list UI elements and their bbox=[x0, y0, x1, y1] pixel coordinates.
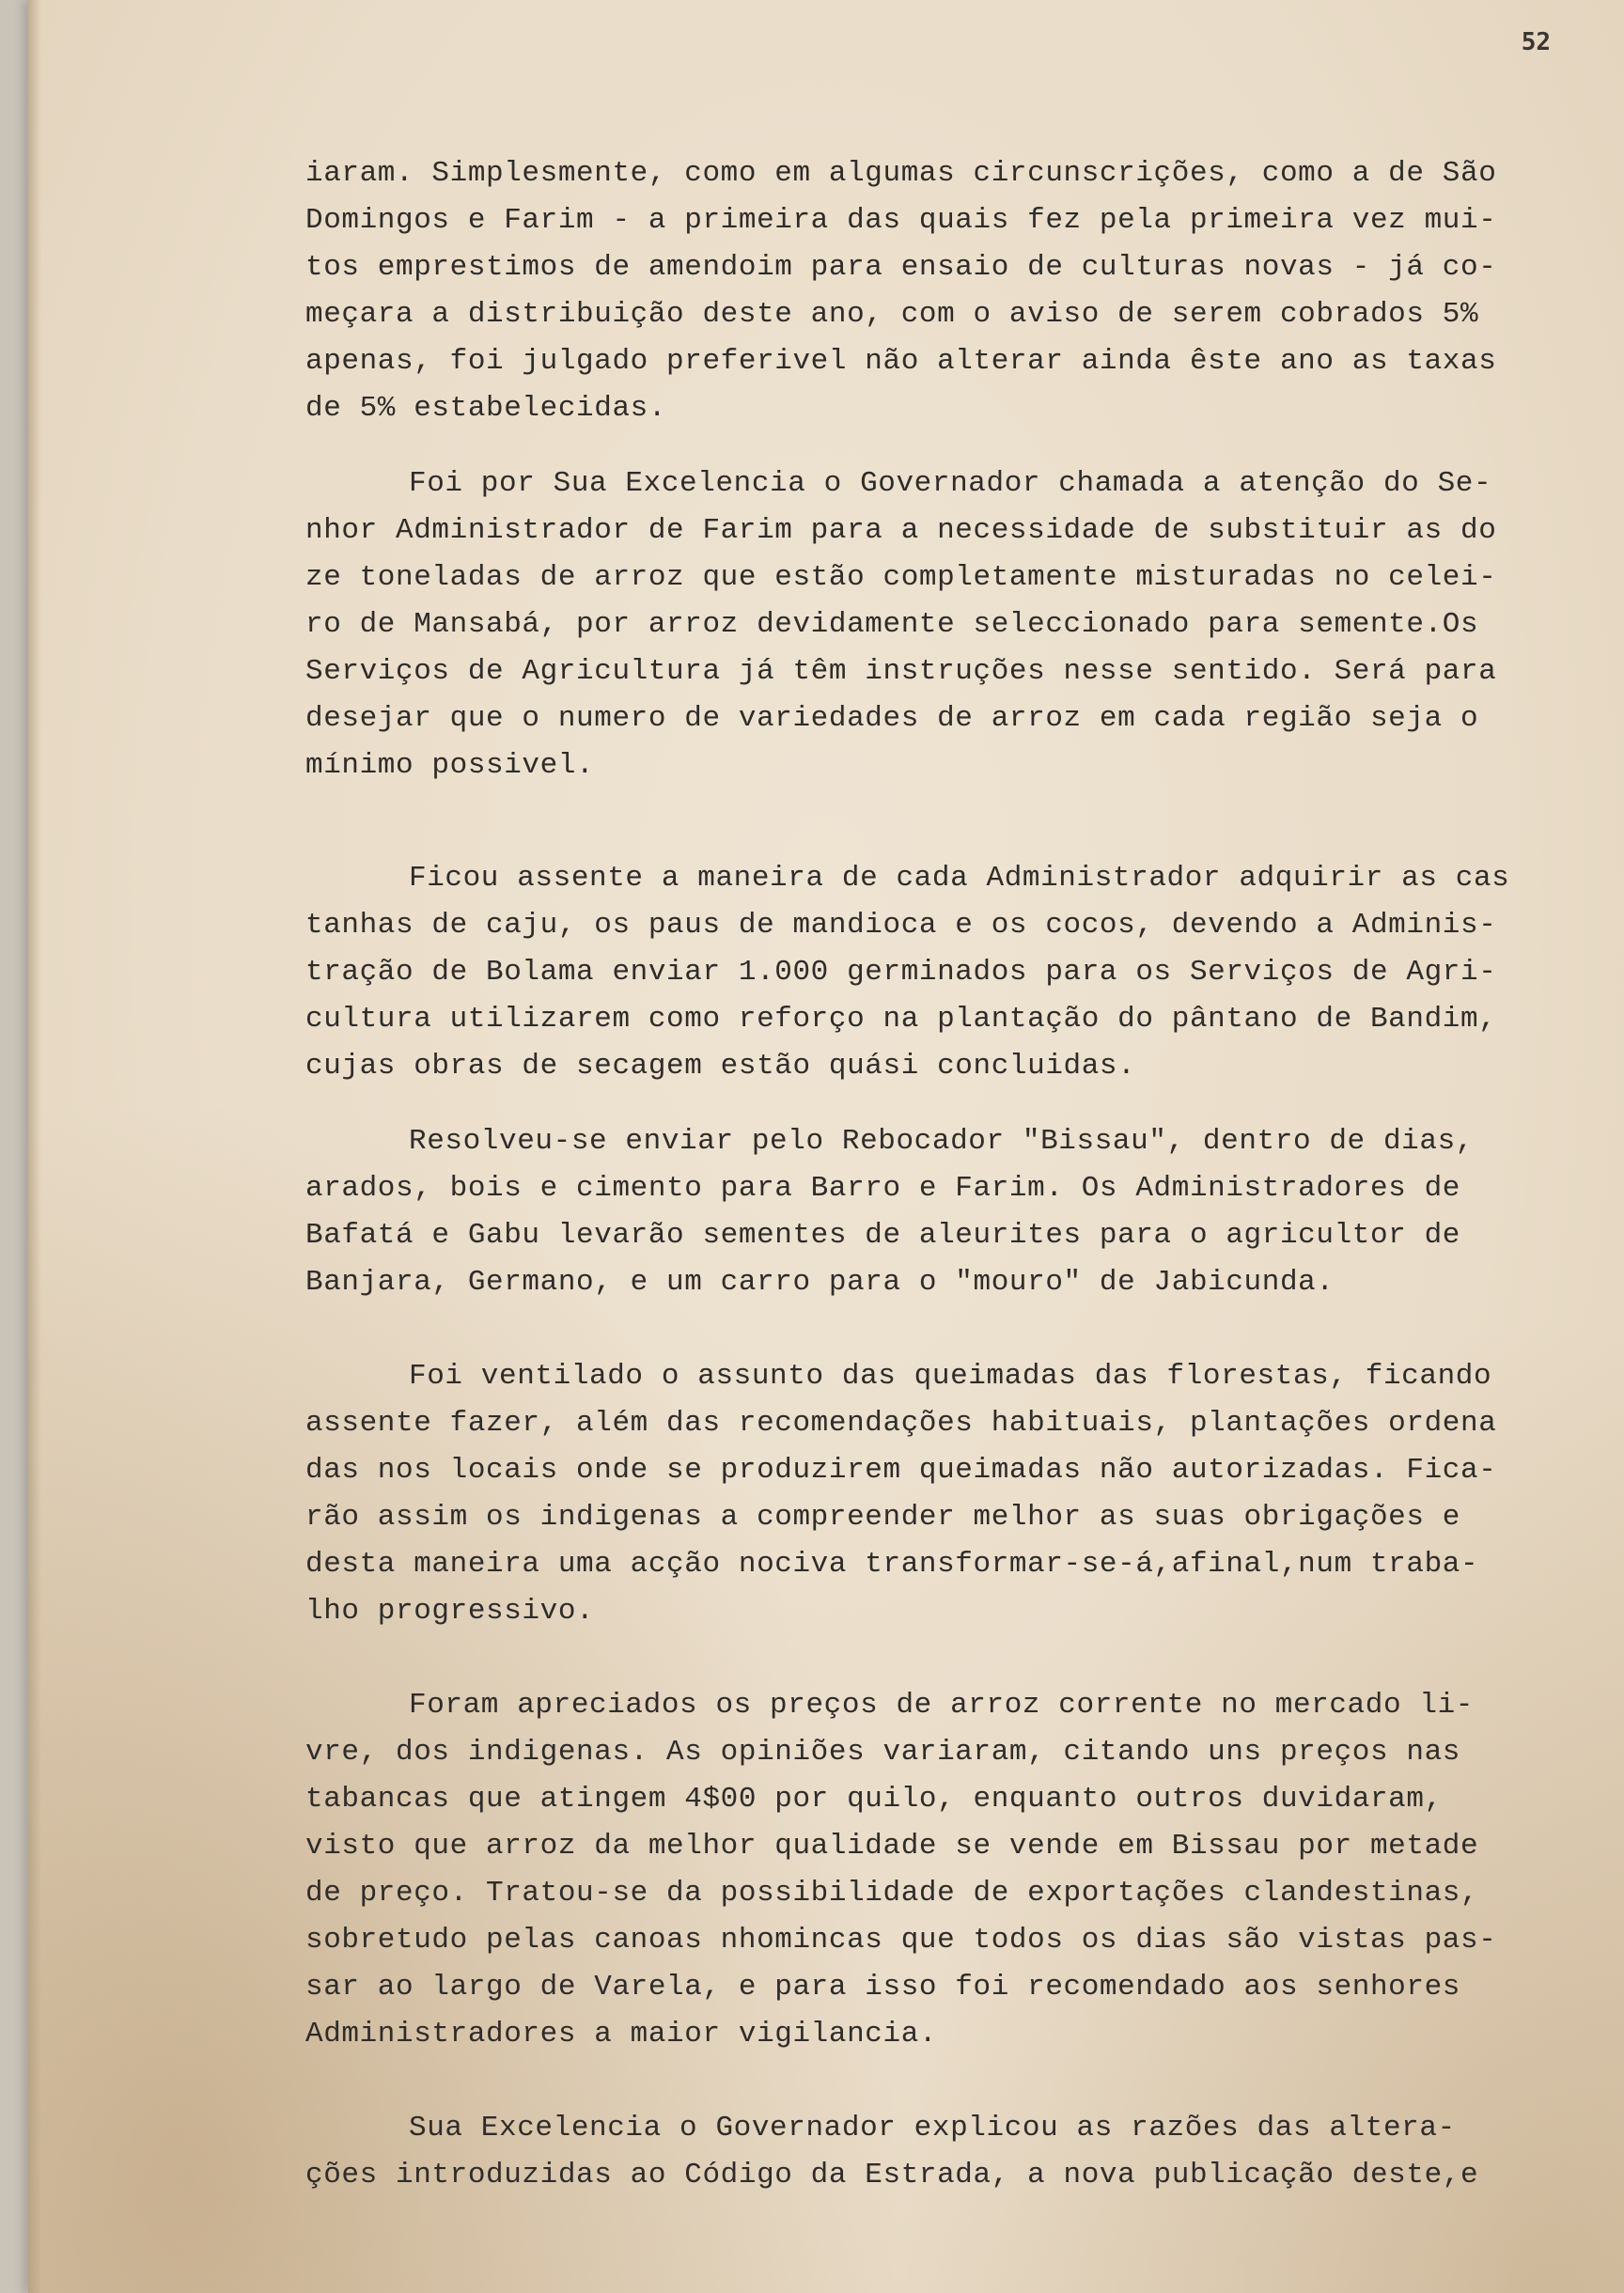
text-line: vre, dos indigenas. As opiniões variaram, citando uns preços nas bbox=[305, 1736, 1460, 1769]
text-line: assente fazer, além das recomendações habituais, plantações ordena bbox=[305, 1407, 1497, 1440]
paragraph-1 bbox=[305, 150, 1569, 432]
text-line: meçara a distribuição deste ano, com o aviso de serem cobrados 5% bbox=[305, 298, 1479, 331]
text-line: ções introduzidas ao Código da Estrada, a nova publicação deste,e bbox=[305, 2159, 1479, 2192]
text-line: desta maneira uma acção nociva transformar-se-á,afinal,num traba- bbox=[305, 1548, 1479, 1581]
text-line: sar ao largo de Varela, e para isso foi recomendado aos senhores bbox=[305, 1971, 1460, 2004]
paragraph-4 bbox=[305, 1118, 1569, 1306]
text-line: iaram. Simplesmente, como em algumas circunscrições, como a de São bbox=[305, 157, 1497, 190]
paragraph-6 bbox=[305, 1682, 1569, 2058]
text-line: desejar que o numero de variedades de arroz em cada região seja o bbox=[305, 702, 1479, 735]
text-line: tos emprestimos de amendoim para ensaio de culturas novas - já co- bbox=[305, 251, 1497, 284]
text-line: sobretudo pelas canoas nhomincas que todos os dias são vistas pas- bbox=[305, 1924, 1497, 1957]
text-line: visto que arroz da melhor qualidade se vende em Bissau por metade bbox=[305, 1830, 1479, 1863]
text-line: tabancas que atingem 4$00 por quilo, enquanto outros duvidaram, bbox=[305, 1783, 1443, 1816]
paragraph-5 bbox=[305, 1353, 1569, 1635]
paragraph-2 bbox=[305, 460, 1569, 789]
paragraph-3 bbox=[305, 855, 1569, 1090]
text-line: apenas, foi julgado preferivel não alterar ainda êste ano as taxas bbox=[305, 345, 1497, 378]
text-line: cultura utilizarem como reforço na plantação do pântano de Bandim, bbox=[305, 1003, 1497, 1036]
text-line: Bafatá e Gabu levarão sementes de aleurites para o agricultor de bbox=[305, 1219, 1460, 1252]
paragraph-7 bbox=[305, 2105, 1569, 2199]
text-line: de preço. Tratou-se da possibilidade de exportações clandestinas, bbox=[305, 1877, 1479, 1910]
document-body bbox=[305, 150, 1569, 2199]
text-line: Administradores a maior vigilancia. bbox=[305, 2018, 938, 2051]
text-line: Ficou assente a maneira de cada Administrador adquirir as cas bbox=[409, 862, 1510, 895]
text-line: tração de Bolama enviar 1.000 germinados para os Serviços de Agri- bbox=[305, 956, 1497, 989]
text-line: tanhas de caju, os paus de mandioca e os cocos, devendo a Adminis- bbox=[305, 909, 1497, 942]
text-line: nhor Administrador de Farim para a necessidade de substituir as do bbox=[305, 514, 1497, 547]
page-number: 52 bbox=[1521, 28, 1551, 56]
text-line: ro de Mansabá, por arroz devidamente seleccionado para semente.Os bbox=[305, 608, 1479, 641]
text-line: arados, bois e cimento para Barro e Farim. Os Administradores de bbox=[305, 1172, 1460, 1205]
text-line: Foi ventilado o assunto das queimadas das florestas, ficando bbox=[409, 1360, 1492, 1393]
text-line: de 5% estabelecidas. bbox=[305, 392, 667, 425]
text-line: Resolveu-se enviar pelo Rebocador "Bissau", dentro de dias, bbox=[409, 1125, 1474, 1158]
text-line: Foi por Sua Excelencia o Governador chamada a atenção do Se- bbox=[409, 467, 1492, 500]
text-line: rão assim os indigenas a compreender melhor as suas obrigações e bbox=[305, 1501, 1460, 1534]
document-page bbox=[28, 0, 1624, 2293]
text-line: ze toneladas de arroz que estão completamente misturadas no celei- bbox=[305, 561, 1497, 594]
text-line: cujas obras de secagem estão quási concluidas. bbox=[305, 1050, 1136, 1083]
text-line: lho progressivo. bbox=[305, 1595, 595, 1628]
text-line: Sua Excelencia o Governador explicou as razões das altera- bbox=[409, 2112, 1456, 2145]
text-line: Domingos e Farim - a primeira das quais fez pela primeira vez mui- bbox=[305, 204, 1497, 237]
text-line: mínimo possivel. bbox=[305, 749, 595, 782]
text-line: Foram apreciados os preços de arroz corrente no mercado li- bbox=[409, 1689, 1474, 1722]
text-line: Banjara, Germano, e um carro para o "mouro" de Jabicunda. bbox=[305, 1266, 1335, 1299]
text-line: Serviços de Agricultura já têm instruções nesse sentido. Será para bbox=[305, 655, 1497, 688]
text-line: das nos locais onde se produzirem queimadas não autorizadas. Fica- bbox=[305, 1454, 1497, 1487]
